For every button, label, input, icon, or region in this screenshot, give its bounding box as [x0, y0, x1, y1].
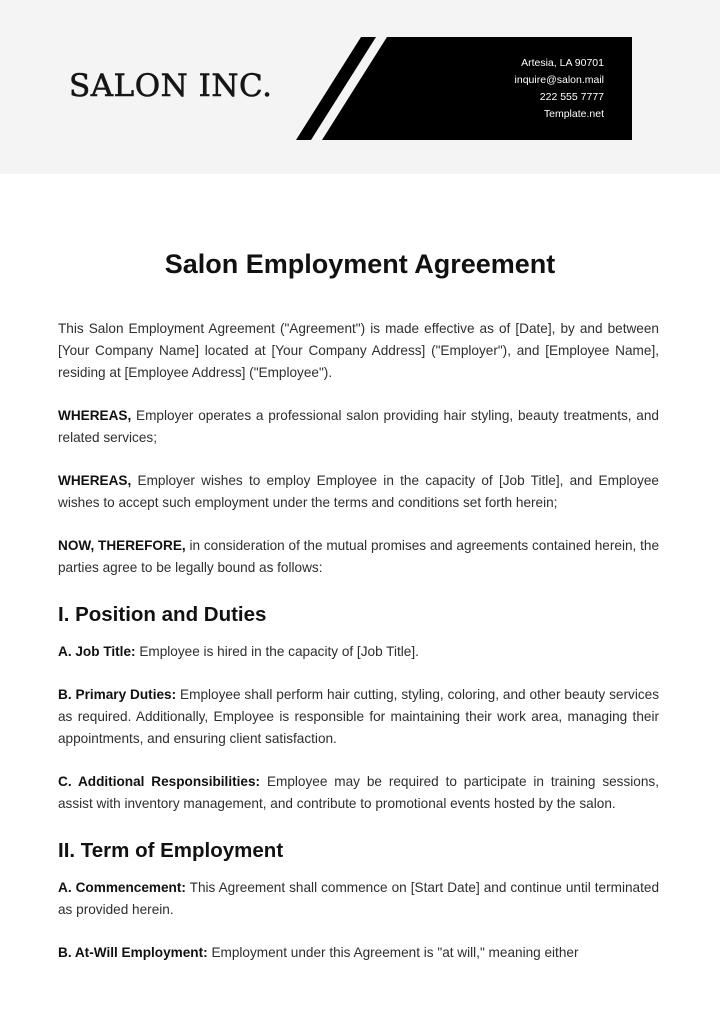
clause-paragraph	[58, 771, 659, 815]
document-title: Salon Employment Agreement	[164, 249, 556, 279]
clause-paragraph	[58, 641, 659, 663]
recital-text: in consideration of the mutual promises and agreements contained herein, the parties agree to be legally bound as follows:	[58, 538, 660, 575]
letterhead	[0, 0, 720, 174]
recital-paragraph	[58, 535, 659, 579]
recital-text: Employer operates a professional salon providing hair styling, beauty treatments, and related services;	[58, 408, 659, 445]
contact-phone: 222 555 7777	[539, 91, 604, 103]
contact-block	[515, 55, 604, 123]
clause-paragraph	[58, 684, 659, 750]
recital-paragraph	[58, 405, 659, 449]
recital-text: Employer wishes to employ Employee in the capacity of [Job Title], and Employee wishes to accept such employment under the terms and conditions set forth herein;	[58, 473, 659, 510]
clause-lead: A. Job Title:	[58, 644, 136, 659]
clause-text: This Agreement shall commence on [Start Date] and continue until terminated as provided herein.	[58, 880, 660, 917]
recital-lead: WHEREAS,	[58, 473, 132, 488]
contact-website: Template.net	[543, 108, 604, 120]
intro-paragraph: This Salon Employment Agreement ("Agreement") is made effective as of [Date], by and between [Your Company Name] located at [Your Company Address] ("Employer"), and [Employee Name], residing at [Employee Address] ("Employee").	[58, 321, 659, 380]
clause-lead: B. At-Will Employment:	[58, 945, 208, 960]
clause-paragraph	[58, 942, 659, 964]
clause-lead: A. Commencement:	[58, 880, 186, 895]
company-logo: SALON INC.	[69, 68, 273, 104]
clause-lead: C. Additional Responsibilities:	[58, 774, 261, 789]
recital-lead: NOW, THEREFORE,	[58, 538, 186, 553]
contact-address: Artesia, LA 90701	[521, 57, 604, 69]
clause-lead: B. Primary Duties:	[58, 687, 177, 702]
contact-email: inquire@salon.mail	[514, 74, 604, 86]
section-heading: I. Position and Duties	[58, 603, 267, 626]
clause-text: Employment under this Agreement is "at will," meaning either	[207, 945, 579, 960]
clause-text: Employee is hired in the capacity of [Job Title].	[135, 644, 419, 659]
section-heading: II. Term of Employment	[58, 839, 284, 862]
recital-paragraph	[58, 470, 659, 514]
clause-paragraph	[58, 877, 659, 921]
document-body	[58, 318, 659, 985]
clause-text: Employee may be required to participate in training sessions, assist with inventory management, and contribute to promotional events hosted by the salon.	[58, 774, 659, 811]
recital-lead: WHEREAS,	[58, 408, 132, 423]
clause-text: Employee shall perform hair cutting, styling, coloring, and other beauty services as required. Additionally, Employee is responsible for maintaining their work area, managing their appointments, and ensuring client satisfaction.	[58, 687, 659, 746]
